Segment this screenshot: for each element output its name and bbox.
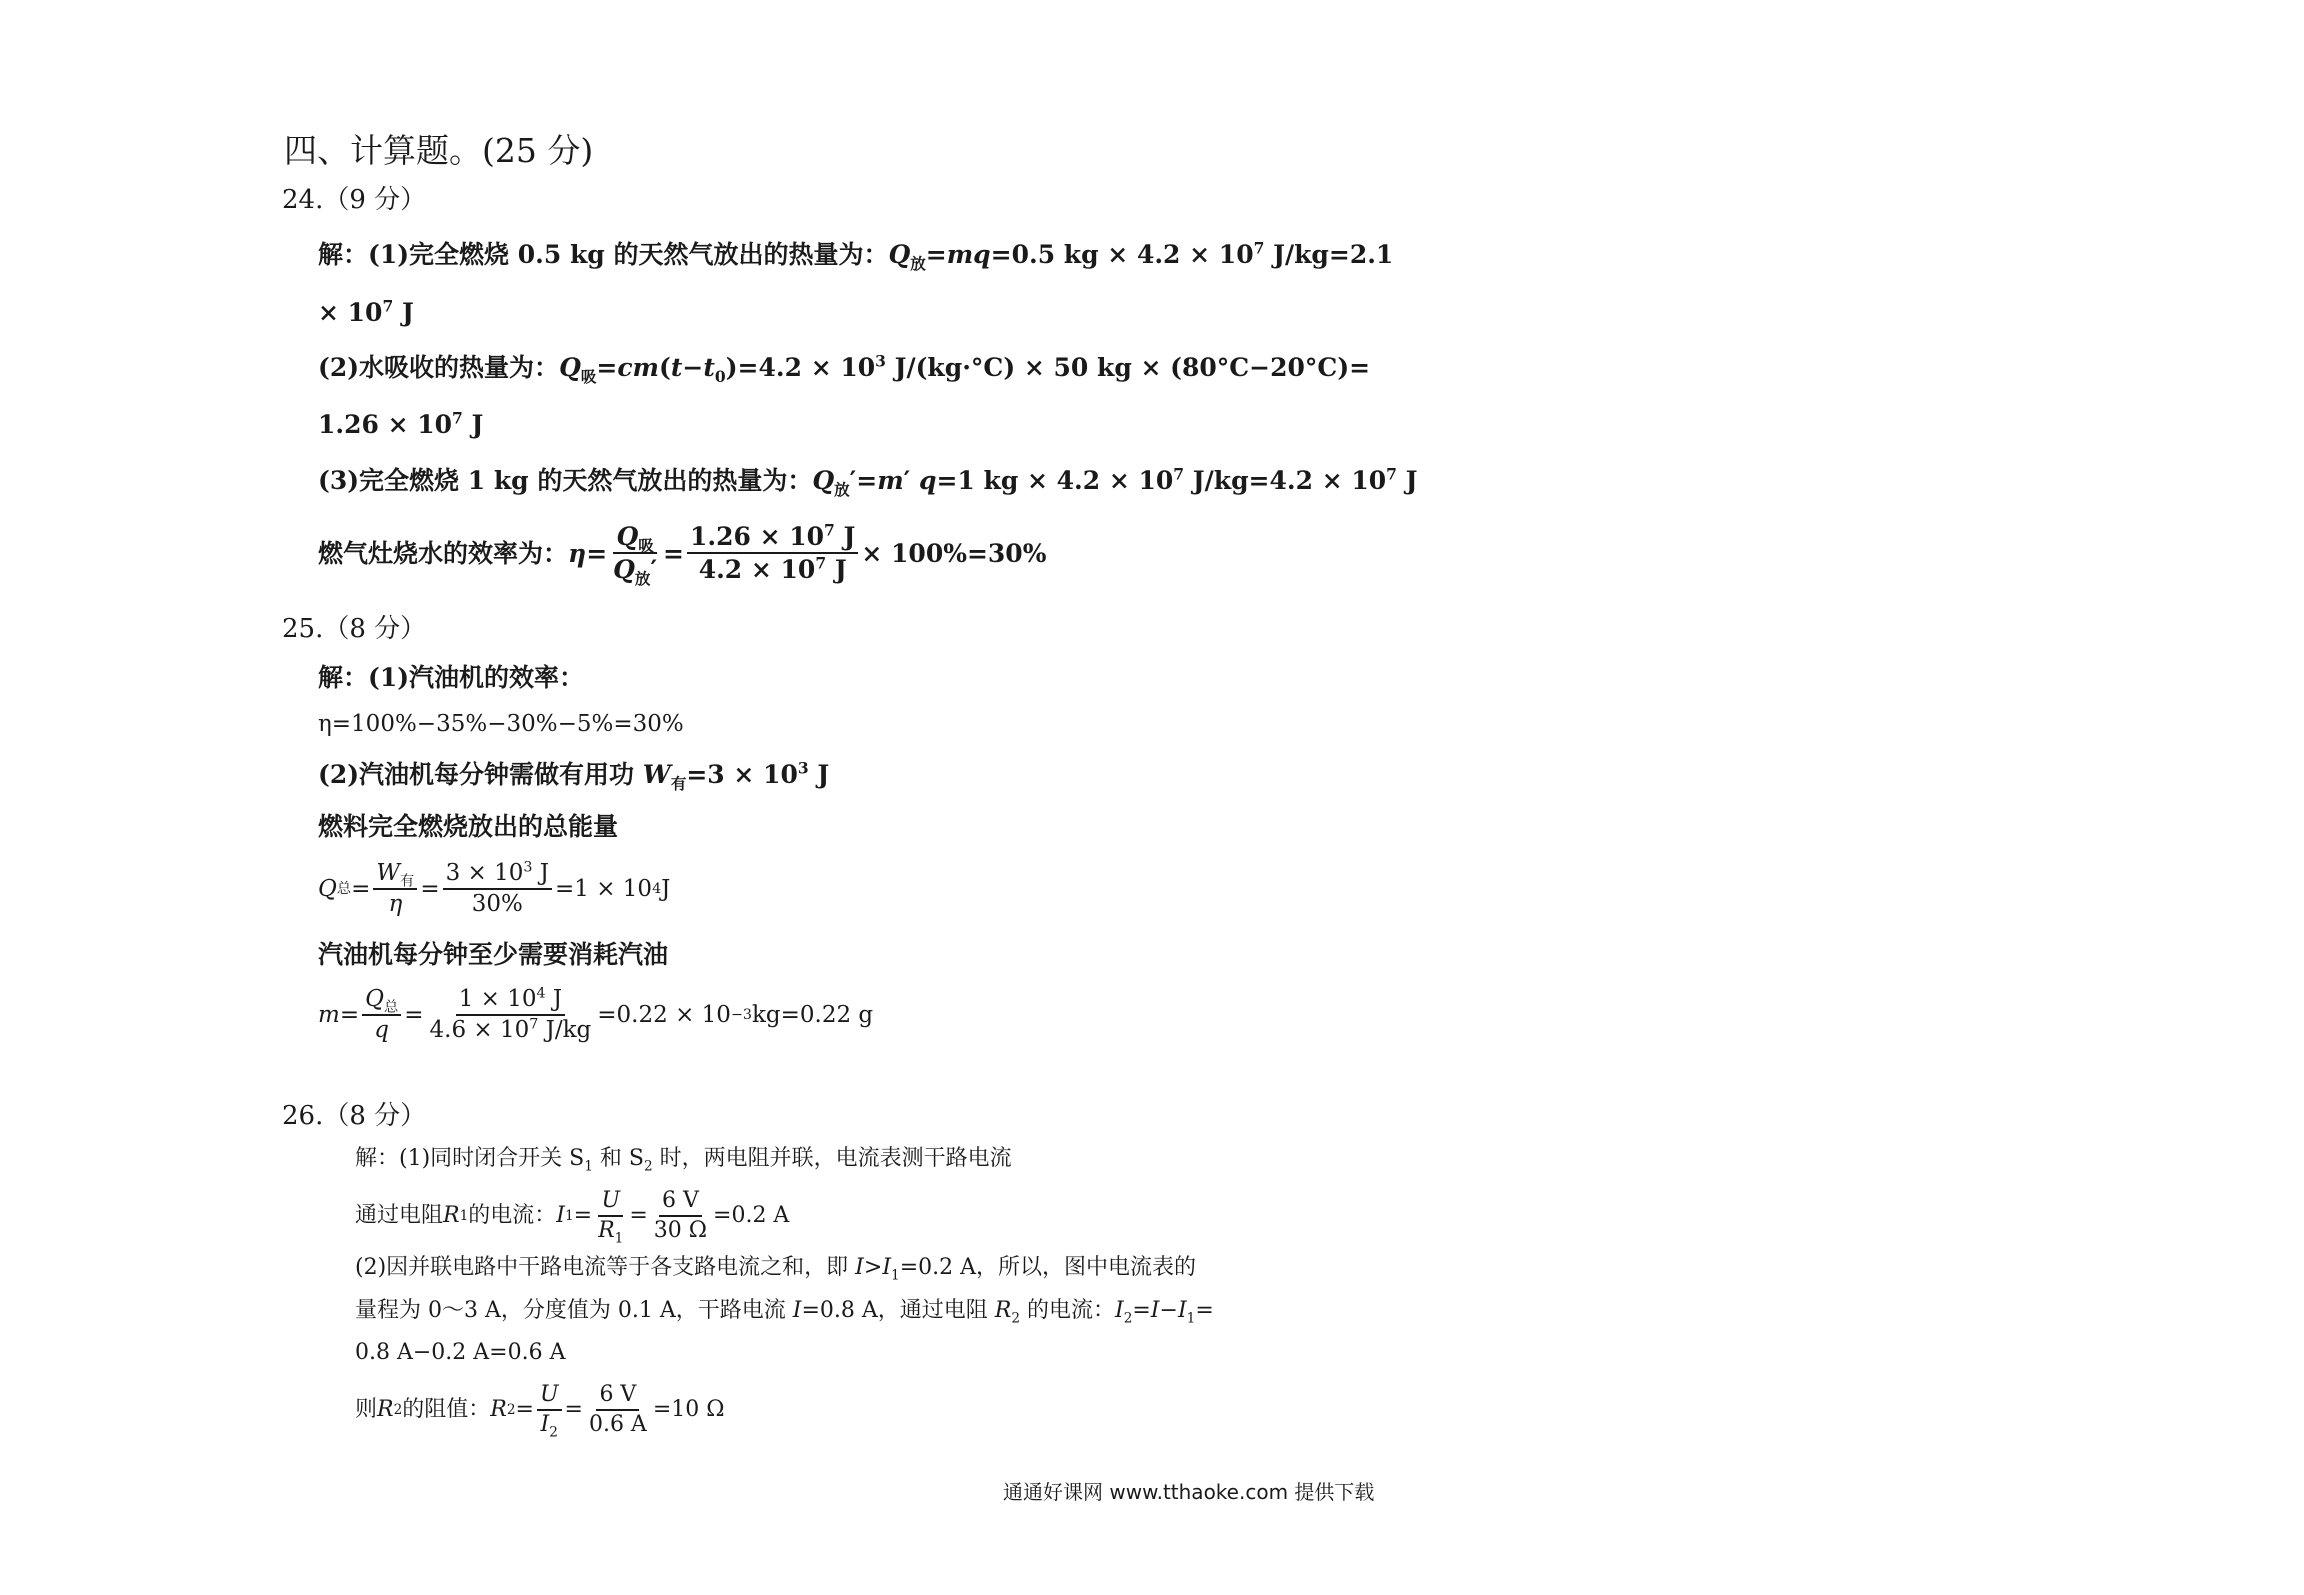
q25-energy-fraction-symbolic: $W_有$ η <box>373 862 417 916</box>
q24-step2-continuation: $1.26 \times 10^7$ J <box>318 408 484 439</box>
q25-efficiency-equation: η=100%−35%−30%−5%=30% <box>318 711 684 737</box>
q24-step3-line: (3)完全燃烧 1 kg 的天然气放出的热量为：$Q_放'=m'$ q=1 kg × $4.2 \times 10^7$ $J/kg=4.2 \times 10^7$ J <box>318 464 1418 499</box>
q25-total-energy-equation: Q 总 = $W_有$ η = $\frac{3 \times 10^3 J}{30\%}$ =1 × 10 4 J <box>318 859 671 917</box>
q26-r1-current-line: 通过电阻 R 1 的电流： I 1 = $\frac{U}{R_1}$ = $\frac{6 V}{30 \Omega}$ =0.2 A <box>355 1188 790 1247</box>
section-title: 四、计算题。(25 分) <box>284 131 594 170</box>
q26-resistance-fraction-numeric: $\frac{6 V}{0.6 A}$ <box>588 1382 647 1437</box>
q26-current-fraction-numeric: $\frac{6 V}{30 \Omega}$ <box>653 1188 708 1243</box>
q26-step2-line: (2)因并联电路中干路电流等于各支路电流之和，即 $I>I_1=0.2$ A，所以，图中电流表的 <box>355 1255 1196 1284</box>
q25-energy-fraction-numeric: $\frac{3 \times 10^3 J}{30\%}$ <box>443 862 552 916</box>
q24-step2-line: (2)水吸收的热量为：$Q_吸=cm(t-t_0)=4.2 \times 10^3$ J/(kg·°C) × 50 kg × (80°C−20°C)= <box>318 351 1371 386</box>
q25-step2-line: (2)汽油机每分钟需做有用功 $W_有=3 \times 10^3$ J <box>318 758 830 793</box>
question-26-header: 26.（8 分） <box>282 1101 427 1131</box>
q25-gasoline-label: 汽油机每分钟至少需要消耗汽油 <box>318 940 669 969</box>
q26-current-fraction-symbolic: $\frac{U}{R_1}$ <box>598 1188 624 1247</box>
q25-mass-fraction-symbolic: $Q_总$ q <box>362 988 401 1042</box>
q26-resistance-fraction-symbolic: $\frac{U}{I_2}$ <box>537 1384 562 1436</box>
q26-r2-resistance-line: 则 R 2 的阻值： R 2 = $\frac{U}{I_2}$ = $\frac{6 V}{0.6 A}$ =10 Ω <box>355 1382 725 1441</box>
q26-step1-line: 解：(1)同时闭合开关 $S_1$ 和 $S_2$ 时，两电阻并联，电流表测干路电流 <box>355 1146 1012 1175</box>
question-25-header: 25.（8 分） <box>282 614 427 644</box>
q24-efficiency-fraction-symbolic: $Q_吸$ $Q_放'$ <box>613 522 658 588</box>
q24-efficiency-line: 燃气灶烧水的效率为： η= $Q_吸$ $Q_放'$ = $\frac{1.26 \times 10^7 J}{4.2 \times 10^7 J}$ × 100%=30% <box>318 520 1047 588</box>
footer-credit: 通通好课网 www.tthaoke.com 提供下载 <box>1003 1480 1375 1504</box>
q25-mass-fraction-numeric: $\frac{1 \times 10^4 J}{4.6 \times 10^7 J/kg}$ <box>429 985 592 1043</box>
q26-range-line: 量程为 0～3 A，分度值为 0.1 A，干路电流 I=0.8 A，通过电阻 $R_2$ 的电流：$I_2=I-I_1=$ <box>355 1298 1214 1327</box>
question-24-header: 24.（9 分） <box>282 185 427 215</box>
q26-r2-current-value: 0.8 A−0.2 A=0.6 A <box>355 1340 566 1365</box>
q24-efficiency-fraction-numeric: $\frac{1.26 \times 10^7 J}{4.2 \times 10^7 J}$ <box>687 524 858 582</box>
q25-gasoline-equation: m = $Q_总$ q = $\frac{1 \times 10^4 J}{4.6 \times 10^7 J/kg}$ =0.22 × 10 −3 kg=0.22 g <box>318 985 874 1043</box>
q24-step1-continuation: × $10^7$ J <box>318 296 414 327</box>
q25-step1-line: 解：(1)汽油机的效率： <box>318 663 585 692</box>
q24-step1-line: 解：(1)完全燃烧 0.5 kg 的天然气放出的热量为：$Q_放=mq=0.5$ kg × $4.2 \times 10^7$ J/kg=2.1 <box>318 238 1394 273</box>
q25-total-energy-label: 燃料完全燃烧放出的总能量 <box>318 812 619 841</box>
